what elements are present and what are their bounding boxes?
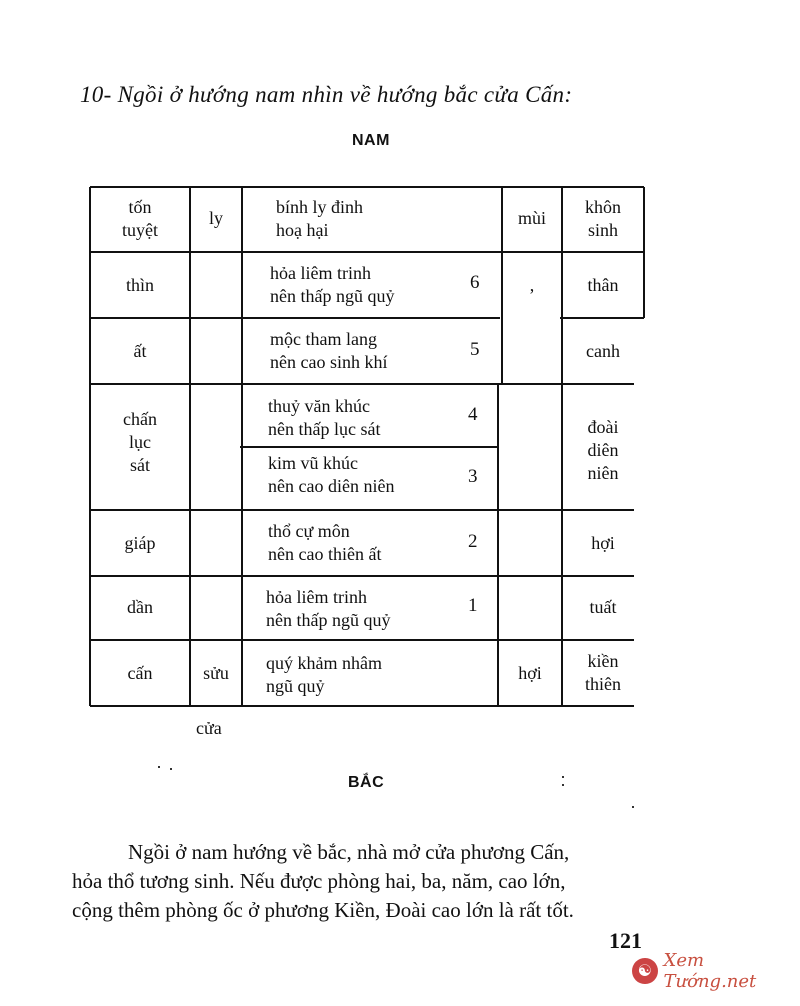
cell-dan: dần (127, 597, 153, 617)
paragraph-line: cộng thêm phòng ốc ở phương Kiền, Đoài cao lớn là rất tốt. (72, 898, 574, 922)
cell-ly: ly (208, 208, 223, 228)
cell-at: ất (133, 341, 147, 361)
cell-doai-dien-nien: đoài diên niên (587, 417, 619, 483)
watermark (632, 950, 800, 992)
cell-canh: canh (586, 341, 620, 361)
scan-speck (632, 806, 634, 808)
cell-tuat: tuất (589, 597, 617, 617)
cell-hoa-liem-trinh-1: hỏa liêm trinh nên thấp ngũ quỷ (270, 263, 395, 306)
cell-hoi: hợi (518, 663, 542, 683)
cell-hoi-right: hợi (591, 533, 615, 553)
cell-binh-ly-dinh: bính ly đinh hoạ hại (276, 197, 364, 240)
page-number: 121 (609, 928, 642, 953)
paragraph-line: Ngồi ở nam hướng về bắc, nhà mở cửa phương Cấn, (128, 840, 570, 864)
scan-speck (170, 768, 172, 770)
number-2: 2 (468, 531, 478, 552)
number-4: 4 (468, 404, 478, 425)
cell-khon-sinh: khôn sinh (585, 197, 621, 240)
direction-bottom-label: BẮC (348, 774, 385, 791)
cell-thin: thìn (125, 275, 154, 295)
cell-mui: mùi (517, 208, 546, 228)
cell-than: thân (587, 275, 619, 295)
cell-hoa-liem-trinh-2: hỏa liêm trinh nên thấp ngũ quỷ (266, 587, 391, 630)
number-3: 3 (468, 466, 478, 487)
cell-suu: sửu (203, 663, 229, 683)
cell-moc-tham-lang: mộc tham lang nên cao sinh khí (270, 329, 388, 372)
number-1: 1 (468, 595, 478, 616)
cell-chan-luc-sat: chấn lục sát (123, 409, 157, 475)
cell-kim-vu-khuc: kim vũ khúc nên cao diên niên (268, 453, 395, 496)
watermark-text: Xem Tướng.net (663, 950, 757, 992)
scan-speck (158, 766, 160, 768)
number-6: 6 (470, 272, 480, 293)
cell-giap: giáp (124, 533, 156, 553)
section-heading: 10- Ngồi ở hướng nam nhìn về hướng bắc cửa Cấn: (80, 82, 573, 107)
cell-tho-cu-mon: thổ cự môn nên cao thiên ất (268, 521, 382, 564)
cell-quy-kham-nham: quý khảm nhâm ngũ quỷ (266, 653, 382, 696)
paragraph (72, 838, 640, 925)
paragraph-line: hỏa thổ tương sinh. Nếu được phòng hai, ba, năm, cao lớn, (72, 869, 566, 893)
scan-speck (562, 776, 564, 778)
cell-mark: , (529, 275, 535, 295)
direction-top-label: NAM (352, 132, 390, 149)
cell-can: cấn (127, 663, 153, 683)
door-label: cửa (196, 718, 222, 738)
yin-yang-icon: ☯ (632, 958, 658, 984)
number-5: 5 (470, 339, 480, 360)
cell-ton-tuyet: tốn tuyệt (122, 197, 158, 240)
scan-speck (562, 784, 564, 786)
cell-thuy-van-khuc: thuỷ văn khúc nên thấp lục sát (268, 396, 381, 439)
cell-kien-thien: kiền thiên (585, 651, 621, 694)
